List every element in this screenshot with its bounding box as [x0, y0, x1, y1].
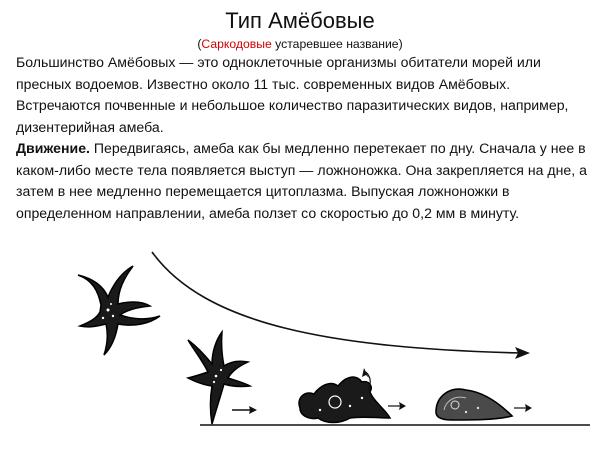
movement-label: Движение.: [16, 140, 90, 156]
slide-body: [16, 52, 590, 224]
subtitle-rest: устаревшее название): [271, 37, 403, 51]
slide-subtitle: [0, 37, 600, 52]
amoeba-stage-4: [436, 389, 532, 420]
paragraph-intro: Большинство Амёбовых — это одноклеточные организмы обитатели морей или пресных водоемов. Известно около 11 тыс. современных видов Амёбовых. Встречаются почвенные и небольшое количество паразитических видов, например, дизентерийная амеба.: [16, 54, 569, 135]
amoeba-stage-3: [299, 368, 406, 423]
subtitle-highlight: Саркодовые: [201, 37, 272, 51]
slide-title: Тип Амёбовые: [225, 8, 375, 33]
paragraph-movement: [16, 138, 590, 224]
subtitle-open-paren: (: [197, 37, 202, 51]
amoeba-stage-2: [188, 332, 257, 424]
movement-text: Передвигаясь, амеба как бы медленно перетекает по дну. Сначала у нее в каком-либо месте тела появляется выступ — ложноножка. Она закрепляется на дне, а затем в нее медленно перемещается цитоплазма. Выпуская ложноножки в определенном направлении, амеба ползет со скоростью до 0,2 мм в минуту.: [16, 140, 587, 221]
amoeba-stage-1: [78, 266, 160, 355]
movement-direction-arrow: [152, 252, 530, 359]
amoeba-movement-illustration: [0, 240, 600, 450]
